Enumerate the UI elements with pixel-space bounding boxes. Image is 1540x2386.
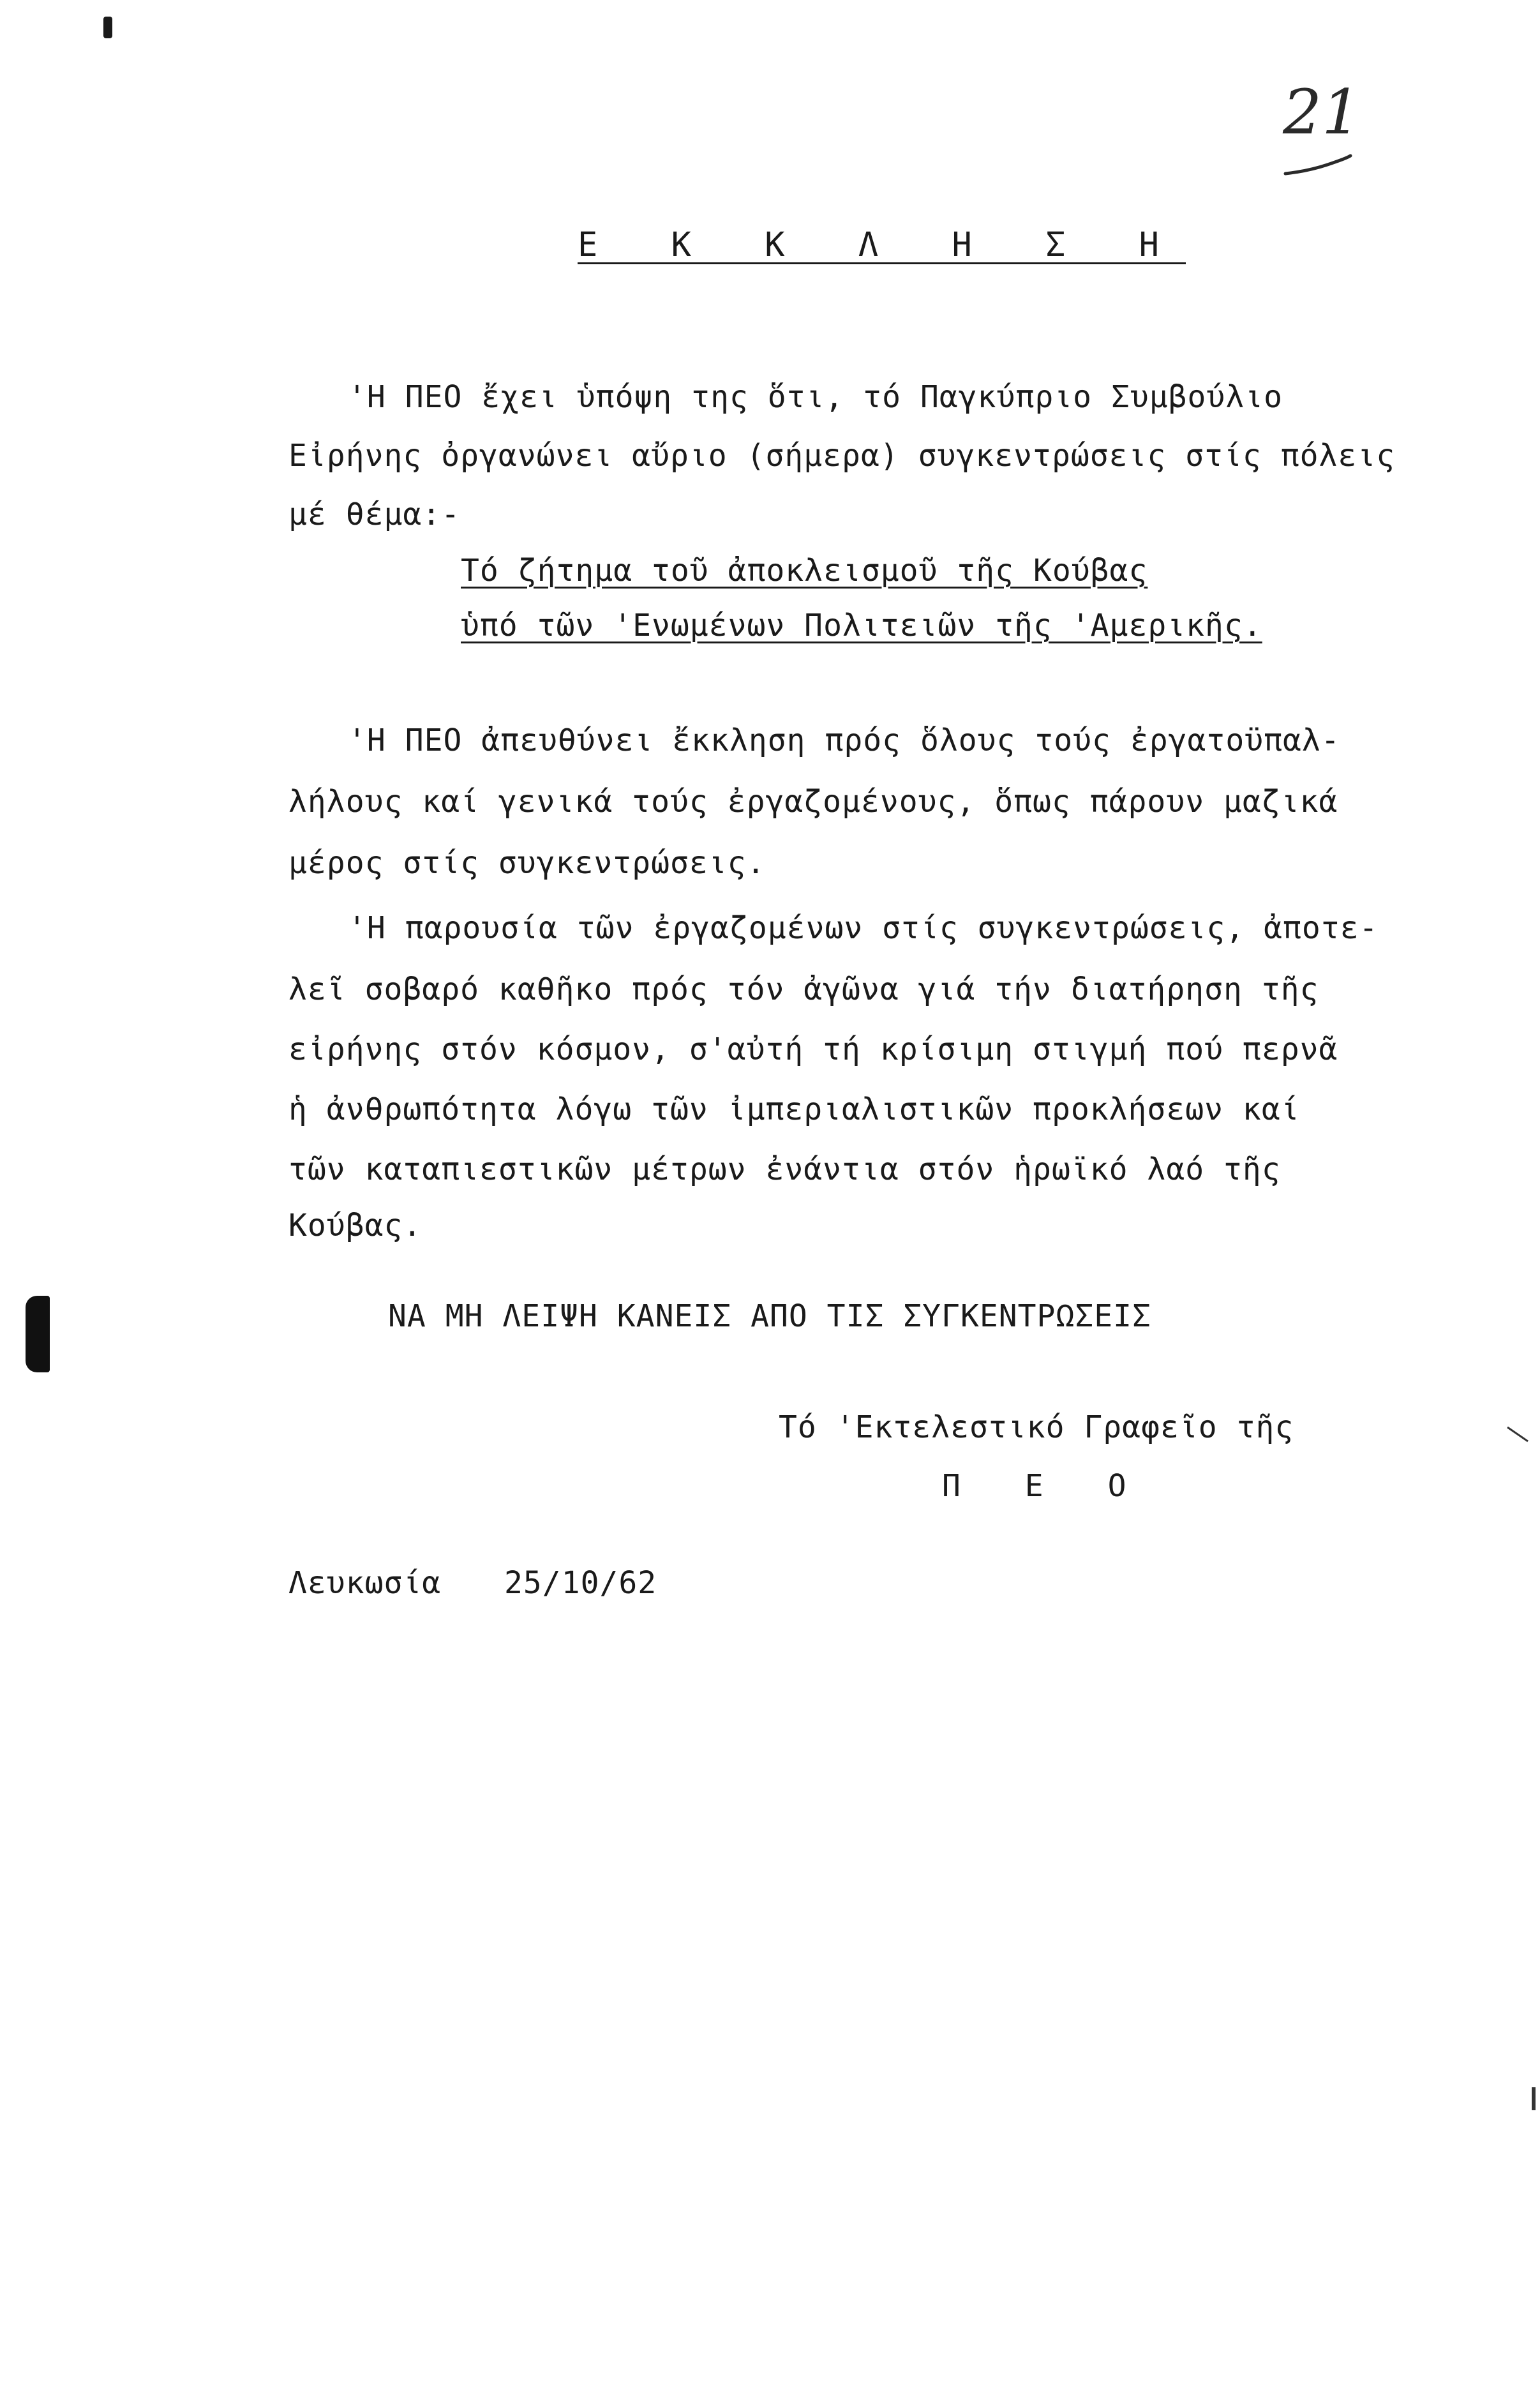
signature-line-2: Π Ε Ο <box>942 1468 1149 1504</box>
place: Λευκωσία <box>288 1565 442 1601</box>
paragraph1-line-3: μέ θέμα:- <box>288 497 461 532</box>
paragraph2-line-1: 'Η ΠΕΟ ἀπευθύνει ἔκκληση πρός ὅλους τούς ἐργατοϋπαλ- <box>348 723 1340 758</box>
paragraph2-line-2: λήλους καί γενικά τούς ἐργαζομένους, ὅπως πάρουν μαζικά <box>288 784 1338 820</box>
paragraph3-line-6: Κούβας. <box>288 1208 422 1243</box>
scan-punch-hole-mark <box>26 1296 50 1372</box>
scan-tick-mark <box>1506 1425 1529 1444</box>
subject-line-2: ὑπό τῶν 'Ενωμένων Πολιτειῶν τῆς 'Αμερικῆς. <box>461 608 1262 643</box>
paragraph3-line-1: 'Η παρουσία τῶν ἐργαζομένων στίς συγκεντρώσεις, ἀποτε- <box>348 910 1379 946</box>
slogan: ΝΑ ΜΗ ΛΕΙΨΗ ΚΑΝΕΙΣ ΑΠΟ ΤΙΣ ΣΥΓΚΕΝΤΡΩΣΕΙΣ <box>388 1298 1151 1334</box>
paragraph3-line-4: ἡ ἀνθρωπότητα λόγω τῶν ἰμπεριαλιστικῶν προκλήσεων καί <box>288 1092 1300 1127</box>
paragraph3-line-2: λεῖ σοβαρό καθῆκο πρός τόν ἀγῶνα γιά τήν διατήρηση τῆς <box>288 972 1319 1007</box>
paragraph3-line-3: εἰρήνης στόν κόσμον, σ'αὐτή τή κρίσιμη στιγμή πού περνᾶ <box>288 1032 1338 1067</box>
scan-mark-top <box>103 17 112 38</box>
signature-line-1: Τό 'Εκτελεστικό Γραφεῖο τῆς <box>779 1409 1294 1445</box>
subject-line-1: Τό ζήτημα τοῦ ἀποκλεισμοῦ τῆς Κούβας <box>461 553 1148 589</box>
paragraph2-line-3: μέρος στίς συγκεντρώσεις. <box>288 845 766 881</box>
paragraph1-line-2: Εἰρήνης ὀργανώνει αὔριο (σήμερα) συγκεντρώσεις στίς πόλεις <box>288 438 1396 474</box>
handwritten-page-number: 21 <box>1283 77 1361 148</box>
paragraph3-line-5: τῶν καταπιεστικῶν μέτρων ἐνάντια στόν ἡρωϊκό λαό τῆς <box>288 1152 1281 1187</box>
handwritten-underline-stroke <box>1283 153 1353 179</box>
document-title: Ε Κ Κ Λ Η Σ Η <box>578 226 1186 264</box>
date: 25/10/62 <box>504 1565 657 1601</box>
paragraph1-line-1: 'Η ΠΕΟ ἔχει ὑπόψη της ὅτι, τό Παγκύπριο Συμβούλιο <box>348 379 1283 415</box>
scan-edge-mark <box>1532 2087 1536 2110</box>
